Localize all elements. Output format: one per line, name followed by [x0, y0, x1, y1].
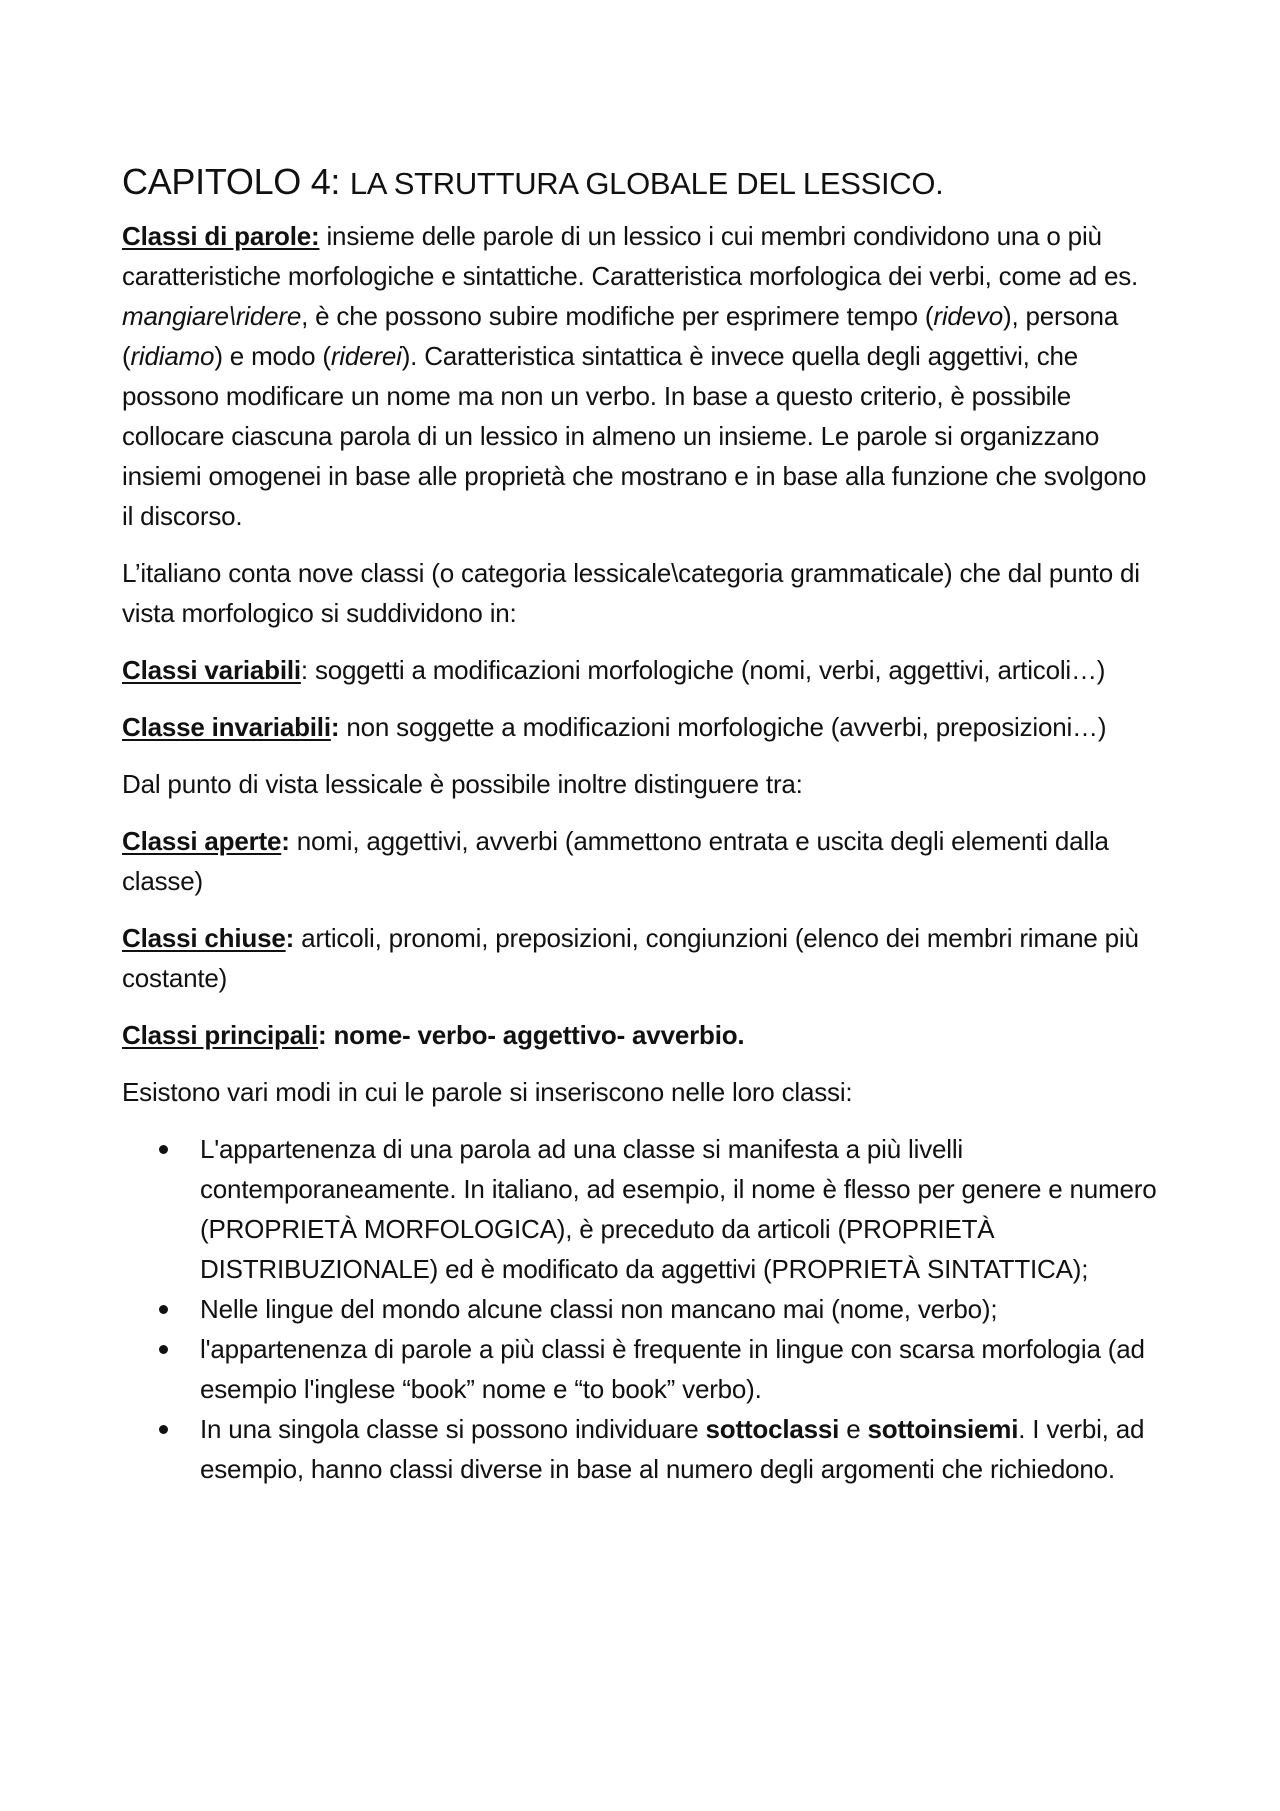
list-item-text: In una singola classe si possono individuare: [200, 1414, 706, 1444]
paragraph-classi-chiuse: [122, 918, 1162, 998]
example-word: ridevo: [933, 301, 1004, 331]
example-word: ridiamo: [130, 341, 215, 371]
list-item-text: . I verbi, ad esempio, hanno classi diverse in base al numero degli argomenti che richiedono.: [200, 1414, 1145, 1484]
paragraph-text: non soggette a modificazioni morfologiche (avverbi, preposizioni…): [339, 712, 1107, 742]
paragraph-classi-di-parole: [122, 216, 1162, 536]
paragraph-text: nomi, aggettivi, avverbi (ammettono entrata e uscita degli elementi dalla classe): [122, 826, 1109, 896]
list-item: L'appartenenza di una parola ad una classe si manifesta a più livelli contemporaneamente. In italiano, ad esempio, il nome è flesso per genere e numero (PROPRIETÀ MORFOLOGICA), è preceduto da articoli (PROPRIETÀ DISTRIBUZIONALE) ed è modificato da aggettivi (PROPRIETÀ SINTATTICA);: [200, 1129, 1162, 1289]
chapter-title: [122, 158, 1162, 208]
paragraph-classi-variabili: [122, 650, 1162, 690]
paragraph-nove-classi: L’italiano conta nove classi (o categoria lessicale\categoria grammaticale) che dal punto di vista morfologico si suddividono in:: [122, 558, 1140, 628]
paragraph-text: : soggetti a modificazioni morfologiche (nomi, verbi, aggettivi, articoli…): [300, 655, 1106, 685]
chapter-name: LA STRUTTURA GLOBALE DEL LESSICO.: [349, 166, 944, 201]
term-colon: :: [330, 712, 340, 742]
chapter-number: CAPITOLO 4:: [122, 161, 350, 202]
list-item: [200, 1409, 1162, 1489]
term-classi-aperte: Classi aperte: [122, 826, 282, 856]
bold-term: sottoinsiemi: [867, 1414, 1019, 1444]
document-body: [122, 158, 1162, 1489]
paragraph-text: insieme delle parole di un lessico i cui membri condividono una o più caratteristiche morfologiche e sintattiche. Caratteristica morfologica dei verbi, come ad es.: [122, 221, 1139, 291]
term-colon: :: [285, 923, 295, 953]
paragraph-text: ). Caratteristica sintattica è invece quella degli aggettivi, che possono modificare un nome ma non un verbo. In base a questo criterio, è possibile collocare ciascuna parola di un lessico in almeno un insieme. Le parole si organizzano insiemi omogenei in base alle proprietà che mostrano e in base alla funzione che svolgono il discorso.: [122, 341, 1147, 531]
term-classi-chiuse: Classi chiuse: [122, 923, 286, 953]
principal-classes-list: : nome- verbo- aggettivo- avverbio.: [318, 1020, 745, 1050]
term-classe-invariabili: Classe invariabili: [122, 712, 331, 742]
paragraph-modi: Esistono vari modi in cui le parole si inseriscono nelle loro classi:: [122, 1077, 853, 1107]
list-item: l'appartenenza di parole a più classi è frequente in lingue con scarsa morfologia (ad esempio l'inglese “book” nome e “to book” verbo).: [200, 1329, 1162, 1409]
paragraph-classi-aperte: [122, 821, 1162, 901]
paragraph-classi-principali: [122, 1015, 1162, 1055]
term-classi-di-parole: Classi di parole:: [122, 221, 320, 251]
term-classi-variabili: Classi variabili: [122, 655, 301, 685]
bold-term: sottoclassi: [705, 1414, 840, 1444]
term-classi-principali: Classi principali: [122, 1020, 319, 1050]
paragraph-text: ) e modo (: [214, 341, 331, 371]
paragraph-text: , è che possono subire modifiche per esprimere tempo (: [301, 301, 934, 331]
list-item: Nelle lingue del mondo alcune classi non mancano mai (nome, verbo);: [200, 1289, 1162, 1329]
paragraph-punto-di-vista-lessicale: Dal punto di vista lessicale è possibile inoltre distinguere tra:: [122, 769, 803, 799]
term-colon: :: [281, 826, 290, 856]
paragraph-text: ), persona (: [122, 301, 1119, 371]
paragraph-classe-invariabili: [122, 707, 1162, 747]
example-word: mangiare\ridere: [122, 301, 302, 331]
bullet-list: [122, 1129, 1162, 1489]
paragraph-text: articoli, pronomi, preposizioni, congiunzioni (elenco dei membri rimane più costante): [122, 923, 1139, 993]
example-word: riderei: [330, 341, 402, 371]
list-item-text: e: [839, 1414, 868, 1444]
